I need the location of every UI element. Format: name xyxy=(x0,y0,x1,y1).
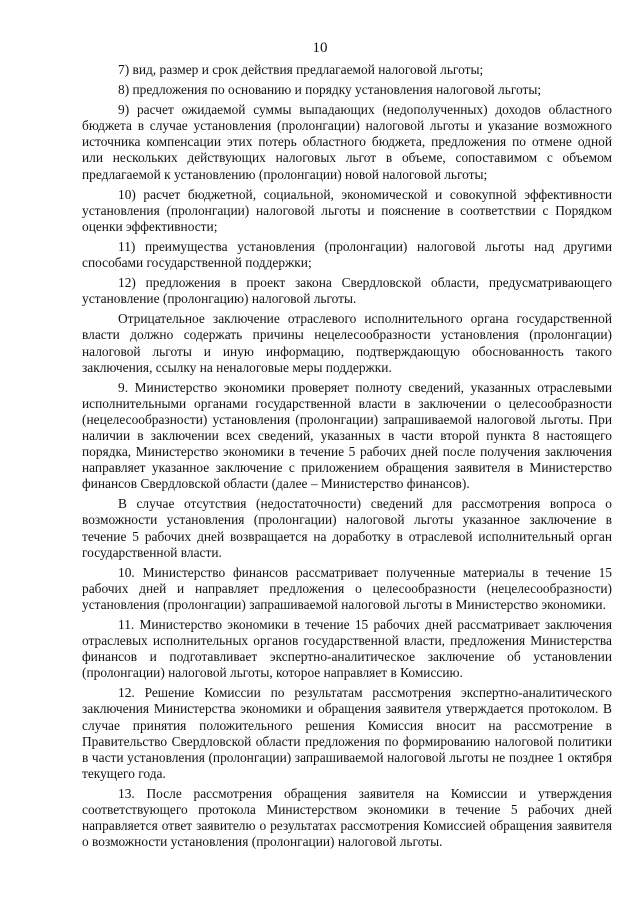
paragraph-section-13: 13. После рассмотрения обращения заявителя на Комиссии и утверждения соответствующего протокола Министерством экономики в течение 5 рабочих дней направляется ответ заявителю о результатах рассмотрения Комиссией обращения заявителя о возможности установления (пролонгации) налоговой льготы. xyxy=(82,785,612,850)
paragraph-item-8: 8) предложения по основанию и порядку установления налоговой льготы; xyxy=(118,82,542,98)
paragraph-section-10: 10. Министерство финансов рассматривает полученные материалы в течение 15 рабочих дней и направляет предложения о целесообразности (нецелесообразности) установления (пролонгации) запрашиваемой налоговой льготы в Министерство экономики. xyxy=(82,564,612,612)
document-body xyxy=(82,62,612,850)
page-number: 10 xyxy=(312,40,328,56)
paragraph-missing-info: В случае отсутствия (недостаточности) сведений для рассмотрения вопроса о возможности установления (пролонгации) налоговой льготы указанное заключение в течение 5 рабочих дней возвращается на доработку в отраслевой исполнительный орган государственной власти. xyxy=(82,496,612,560)
paragraph-section-11: 11. Министерство экономики в течение 15 рабочих дней рассматривает заключения отраслевых исполнительных органов государственной власти, предложения Министерства финансов и подготавливает экспертно-аналитическое заключение об установлении (пролонгации) налоговой льготы, которое направляет в Комиссию. xyxy=(82,617,612,681)
paragraph-item-7: 7) вид, размер и срок действия предлагаемой налоговой льготы; xyxy=(118,62,484,77)
paragraph-negative-conclusion: Отрицательное заключение отраслевого исполнительного органа государственной власти должно содержать причины нецелесообразности установления (пролонгации) налоговой льготы и иную информацию, подтверждающую обоснованность такого заключения, ссылку на неналоговые меры поддержки. xyxy=(82,311,612,375)
paragraph-item-10: 10) расчет бюджетной, социальной, экономической и совокупной эффективности установления (пролонгации) налоговой льготы и пояснение в соответствии с Порядком оценки эффективности; xyxy=(82,186,612,234)
paragraph-item-12: 12) предложения в проект закона Свердловской области, предусматривающего установление (пролонгацию) налоговой льготы. xyxy=(82,275,612,307)
paragraph-section-9: 9. Министерство экономики проверяет полноту сведений, указанных отраслевыми исполнительными органами государственной власти в заключении о целесообразности (нецелесообразности) установления (пролонгации) запрашиваемой налоговой льготы. При наличии в заключении всех сведений, указанных в части второй пункта 8 настоящего порядка, Министерство экономики в течение 5 рабочих дней после получения заключения направляет указанное заключение с приложением обращения заявителя в Министерство финансов Свердловской области (далее – Министерство финансов). xyxy=(82,379,612,492)
paragraph-section-12: 12. Решение Комиссии по результатам рассмотрения экспертно-аналитического заключения Министерства экономики и обращения заявителя утверждается протоколом. В случае принятия положительного решения Комиссия вносит на рассмотрение в Правительство Свердловской области предложения по формированию налоговой политики в части установления (пролонгации) запрашиваемой налоговой льготы не позднее 1 октября текущего года. xyxy=(82,685,612,781)
paragraph-item-9: 9) расчет ожидаемой суммы выпадающих (недополученных) доходов областного бюджета в случае установления (пролонгации) налоговой льготы и указание возможного источника компенсации этих потерь областного бюджета, предложения по отмене одной или нескольких действующих налоговых льгот в объеме, сопоставимом с объемом предлагаемой к установлению (пролонгации) новой налоговой льготы; xyxy=(82,102,612,182)
paragraph-item-11: 11) преимущества установления (пролонгации) налоговой льготы над другими способами государственной поддержки; xyxy=(82,238,612,271)
